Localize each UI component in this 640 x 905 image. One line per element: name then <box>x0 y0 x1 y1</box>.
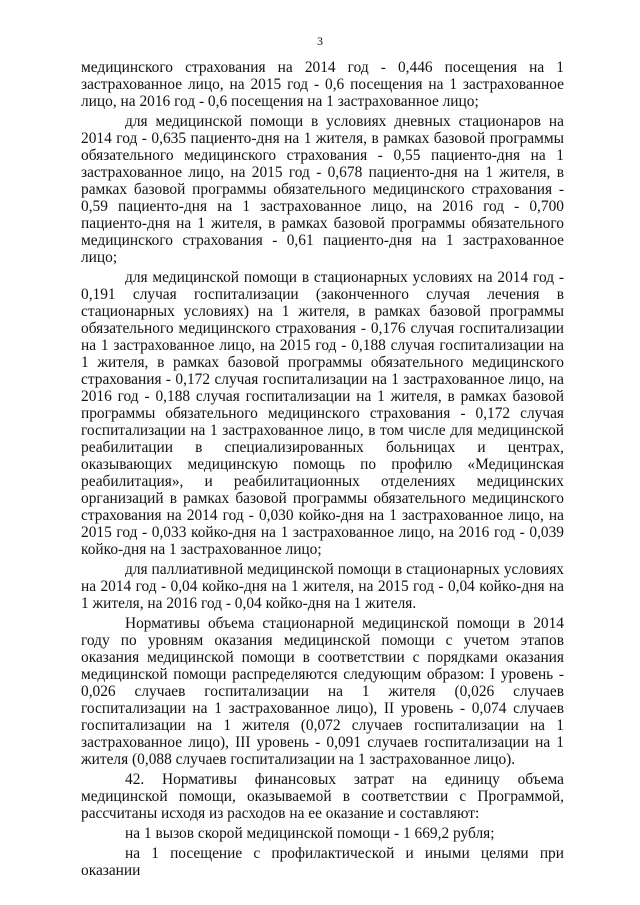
paragraph-financial-norms: 42. Нормативы финансовых затрат на единицу объема медицинской помощи, оказываемой в соответствии с Программой, рассчитаны исходя из расходов на ее оказание и составляют: <box>81 771 564 822</box>
paragraph-inpatient-levels: Нормативы объема стационарной медицинской помощи в 2014 году по уровням оказания медицинской помощи с учетом этапов оказания медицинской помощи в соответствии с порядками оказания медицинской помощи распределяются следующим образом: I уровень - 0,026 случаев госпитализации на 1 жителя (0,026 случаев госпитализации на 1 застрахованное лицо), II уровень - 0,074 случаев госпитализации на 1 жителя (0,072 случаев госпитализации на 1 застрахованное лицо), III уровень - 0,091 случаев госпитализации на 1 жителя (0,088 случаев госпитализации на 1 застрахованное лицо). <box>81 615 564 768</box>
paragraph-outpatient-continuation: медицинского страхования на 2014 год - 0,446 посещения на 1 застрахованное лицо, на 2015 год - 0,6 посещения на 1 застрахованное лицо, на 2016 год - 0,6 посещения на 1 застрахованное лицо; <box>81 59 564 110</box>
page-number: 3 <box>317 34 323 48</box>
document-body <box>81 59 564 882</box>
paragraph-inpatient: для медицинской помощи в стационарных условиях на 2014 год - 0,191 случая госпитализации (законченного случая лечения в стационарных условиях) на 1 жителя, в рамках базовой программы обязательного медицинского страхования - 0,176 случая госпитализации на 1 застрахованное лицо, на 2015 год - 0,188 случая госпитализации на 1 жителя, в рамках базовой программы обязательного медицинского страхования - 0,172 случая госпитализации на 1 застрахованное лицо, на 2016 год - 0,188 случая госпитализации на 1 жителя, в рамках базовой программы обязательного медицинского страхования - 0,172 случая госпитализации на 1 застрахованное лицо, в том числе для медицинской реабилитации в специализированных больницах и центрах, оказывающих медицинскую помощь по профилю «Медицинская реабилитация», и реабилитационных отделениях медицинских организаций в рамках базовой программы обязательного медицинского страхования на 2014 год - 0,030 койко-дня на 1 застрахованное лицо, на 2015 год - 0,033 койко-дня на 1 застрахованное лицо, на 2016 год - 0,039 койко-дня на 1 застрахованное лицо; <box>81 269 564 558</box>
paragraph-day-hospital: для медицинской помощи в условиях дневных стационаров на 2014 год - 0,635 пациенто-дня на 1 жителя, в рамках базовой программы обязательного медицинского страхования - 0,55 пациенто-дня на 1 застрахованное лицо, на 2015 год - 0,678 пациенто-дня на 1 жителя, в рамках базовой программы обязательного медицинского страхования - 0,59 пациенто-дня на 1 застрахованное лицо, на 2016 год - 0,700 пациенто-дня на 1 жителя, в рамках базовой программы обязательного медицинского страхования - 0,61 пациенто-дня на 1 застрахованное лицо; <box>81 113 564 266</box>
paragraph-ambulance-cost: на 1 вызов скорой медицинской помощи - 1 669,2 рубля; <box>125 825 495 842</box>
paragraph-visit-cost: на 1 посещение с профилактической и иными целями при оказании <box>81 845 564 879</box>
paragraph-palliative: для паллиативной медицинской помощи в стационарных условиях на 2014 год - 0,04 койко-дня на 1 жителя, на 2015 год - 0,04 койко-дня на 1 жителя, на 2016 год - 0,04 койко-дня на 1 жителя. <box>81 561 564 612</box>
